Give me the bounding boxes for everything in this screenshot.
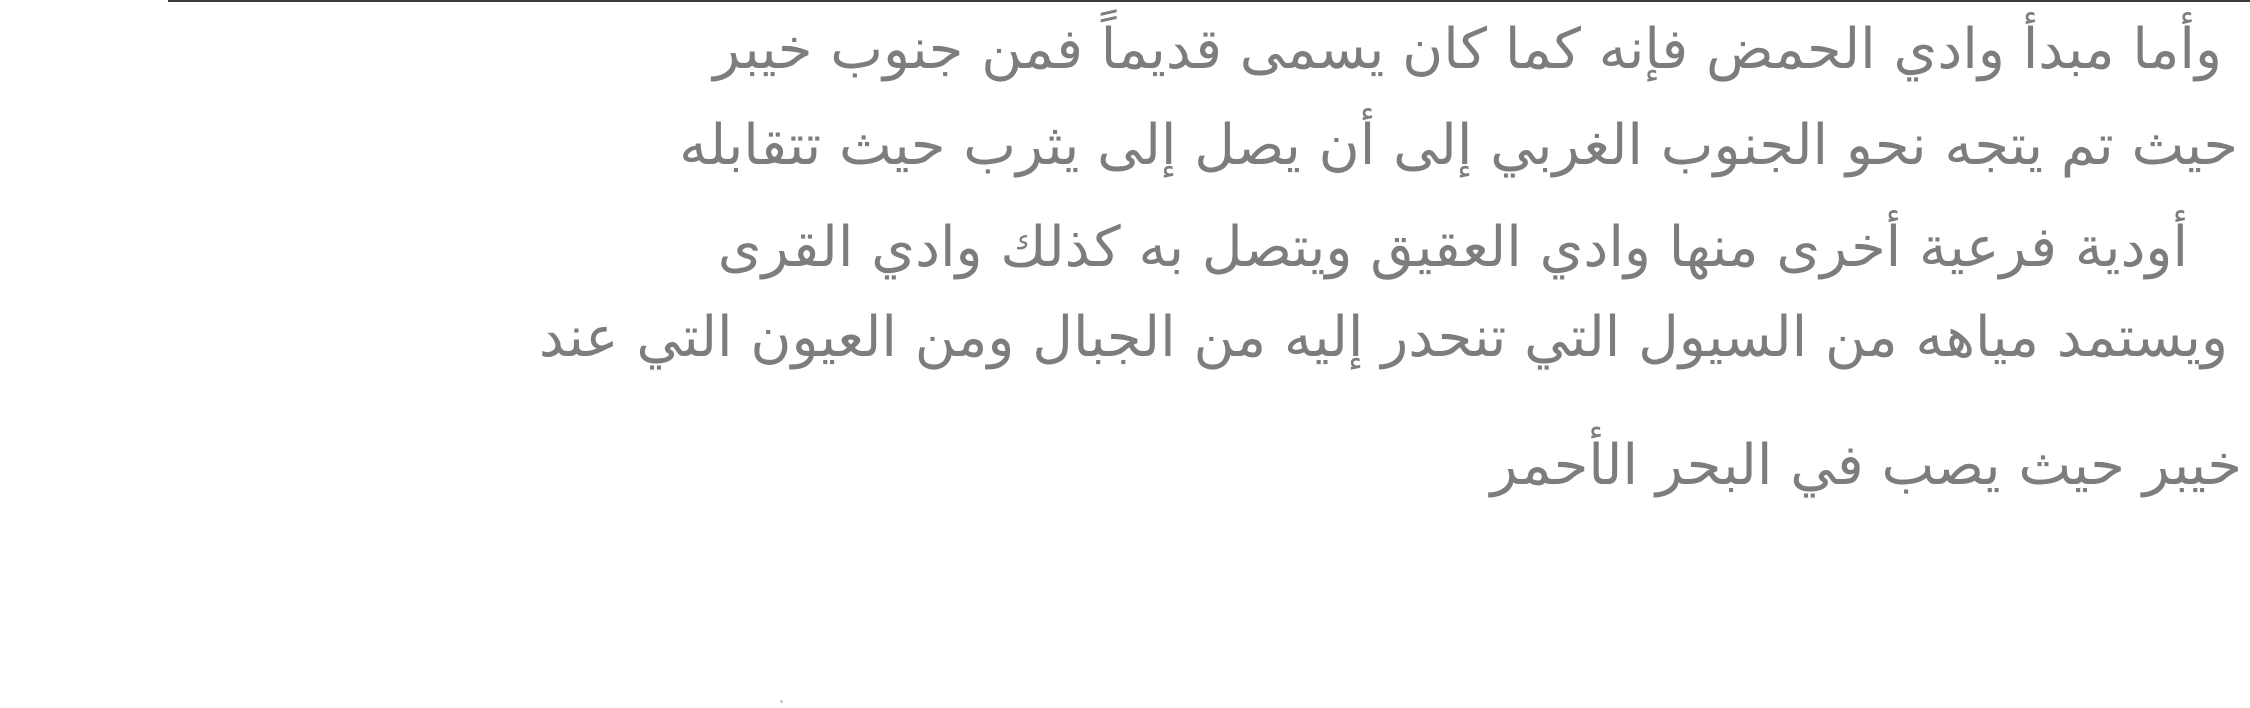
handwritten-line-1: وأما مبدأ وادي الحمض فإنه كما كان يسمى قديماً فمن جنوب خيبر <box>713 17 2222 82</box>
top-rule-line <box>168 0 2250 2</box>
handwritten-line-4: ويستمد مياهه من السيول التي تنحدر إليه من الجبال ومن العيون التي عند <box>538 305 2228 370</box>
ink-speck <box>780 700 783 703</box>
handwritten-line-3: أودية فرعية أخرى منها وادي العقيق ويتصل به كذلك وادي القرى <box>717 215 2188 280</box>
handwritten-line-5: خيبر حيث يصب في البحر الأحمر <box>1490 433 2242 498</box>
handwritten-line-2: حيث تم يتجه نحو الجنوب الغربي إلى أن يصل إلى يثرب حيث تتقابله <box>679 113 2238 178</box>
